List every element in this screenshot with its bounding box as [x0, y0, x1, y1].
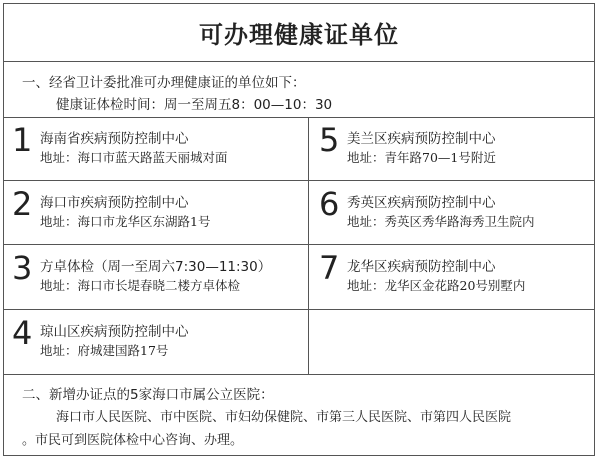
hospital-list: 海口市人民医院、市中医院、市妇幼保健院、市第三人民医院、市第四人民医院 — [56, 410, 512, 425]
unit-name: 海南省疾病预防控制中心 — [40, 131, 189, 147]
empty-cell — [309, 310, 594, 375]
unit-name: 龙华区疾病预防控制中心 — [347, 259, 496, 275]
unit-name: 海口市疾病预防控制中心 — [40, 195, 189, 211]
unit-address: 地址：秀英区秀华路海秀卫生院内 — [347, 214, 535, 229]
footer-heading: 二、新增办证点的5家海口市属公立医院： — [22, 387, 274, 403]
unit-cell — [4, 310, 309, 375]
unit-address: 地址：海口市蓝天路蓝天丽城对面 — [40, 150, 228, 165]
unit-name: 美兰区疾病预防控制中心 — [347, 131, 496, 147]
unit-address: 地址：府城建国路17号 — [40, 343, 169, 358]
footer-section — [4, 375, 594, 455]
unit-address: 地址：海口市龙华区东湖路1号 — [40, 214, 211, 229]
unit-name: 方卓体检（周一至周六7:30—11:30） — [40, 259, 272, 275]
unit-cell — [4, 117, 309, 181]
unit-cell — [309, 117, 594, 181]
unit-number: 1 — [12, 121, 33, 159]
footer-note: 。市民可到医院体检中心咨询、办理。 — [22, 433, 244, 448]
exam-hours: 健康证体检时间：周一至周五8：00—10：30 — [56, 97, 333, 113]
unit-cell — [309, 245, 594, 310]
intro-section — [4, 61, 594, 118]
unit-number: 2 — [12, 185, 33, 223]
unit-number: 4 — [12, 314, 33, 352]
health-certificate-notice — [3, 3, 595, 456]
intro-heading: 一、经省卫计委批准可办理健康证的单位如下： — [22, 75, 306, 91]
unit-cell — [4, 181, 309, 245]
unit-cell — [4, 245, 309, 310]
unit-grid — [4, 117, 594, 375]
unit-number: 7 — [319, 249, 340, 287]
unit-address: 地址：海口市长堤春晓二楼方卓体检 — [40, 278, 241, 293]
page-title: 可办理健康证单位 — [4, 4, 594, 62]
unit-number: 5 — [319, 121, 340, 159]
unit-address: 地址：青年路70—1号附近 — [347, 150, 496, 165]
unit-number: 6 — [319, 185, 340, 223]
unit-name: 琼山区疾病预防控制中心 — [40, 324, 189, 340]
unit-cell — [309, 181, 594, 245]
unit-number: 3 — [12, 249, 33, 287]
unit-name: 秀英区疾病预防控制中心 — [347, 195, 496, 211]
unit-address: 地址：龙华区金花路20号别墅内 — [347, 278, 526, 293]
